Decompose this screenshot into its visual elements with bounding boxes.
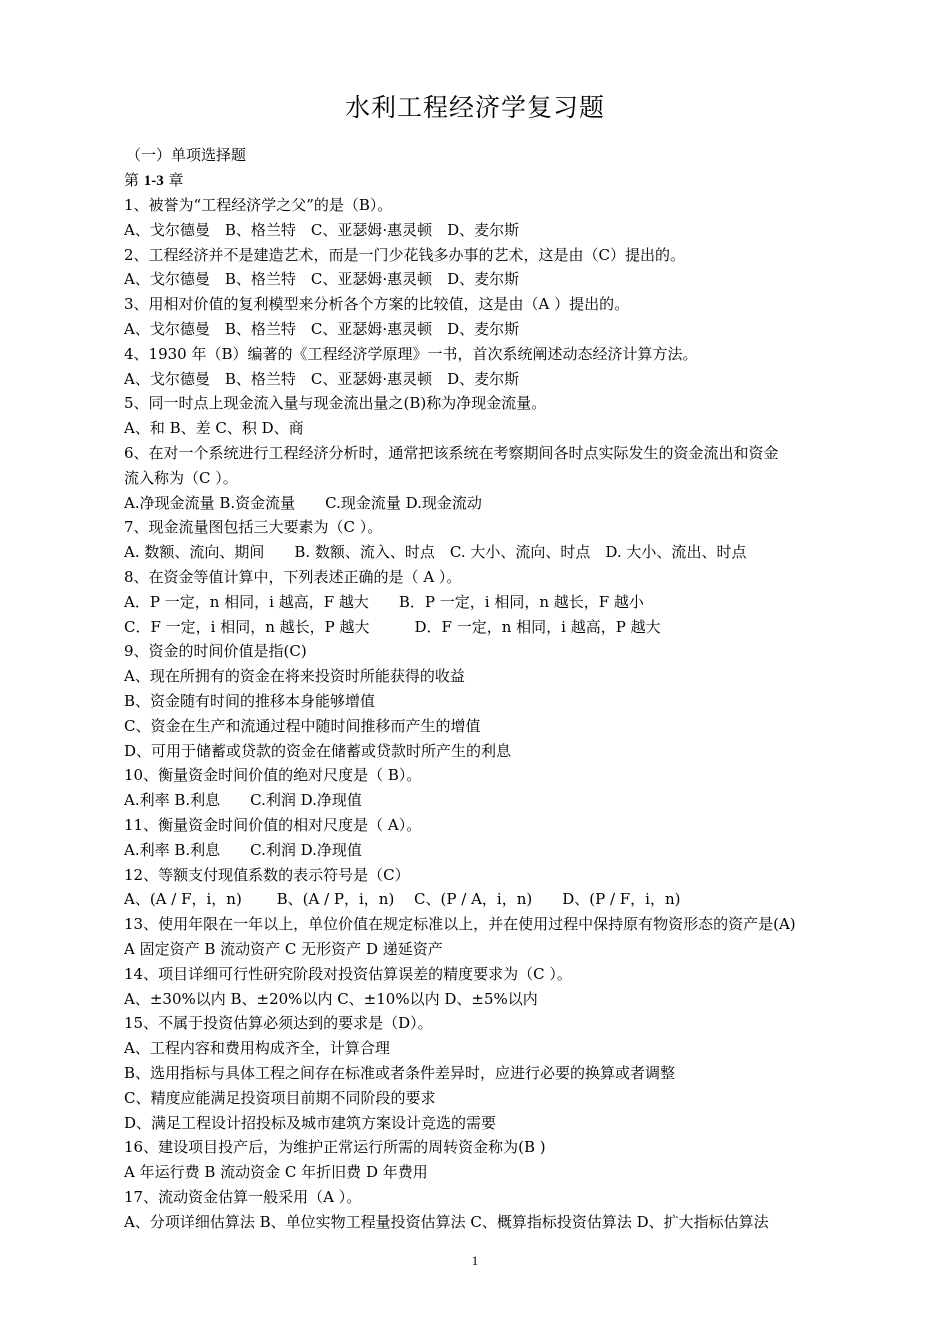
question-text: 16、建设项目投产后，为维护正常运行所需的周转资金称为(B ) <box>124 1138 546 1157</box>
question-text: 5、同一时点上现金流入量与现金流出量之(B)称为净现金流量。 <box>124 394 547 413</box>
line-text: D、可用于储蓄或贷款的资金在储蓄或贷款时所产生的利息 <box>124 741 512 760</box>
line-text: A、戈尔德曼 B、格兰特 C、亚瑟姆·惠灵顿 D、麦尔斯 <box>124 369 520 388</box>
line-text: C．F 一定，i 相同，n 越长，P 越大 D．F 一定，n 相同，i 越高，P 越大 <box>124 617 661 636</box>
question-text: 12、等额支付现值系数的表示符号是（C） <box>124 865 410 884</box>
question-text: 9、资金的时间价值是指(C) <box>124 642 307 661</box>
question-text: 11、衡量资金时间价值的相对尺度是（ A）。 <box>124 816 422 834</box>
question-text: 3、用相对价值的复利模型来分析各个方案的比较值，这是由（A ）提出的。 <box>124 295 630 314</box>
question-text: 10、衡量资金时间价值的绝对尺度是（ B）。 <box>124 766 422 785</box>
line-text: B、选用指标与具体工程之间存在标准或者条件差异时，应进行必要的换算或者调整 <box>124 1064 676 1082</box>
line-text: B、资金随有时间的推移本身能够增值 <box>124 692 376 710</box>
question-text: 7、现金流量图包括三大要素为（C ）。 <box>124 518 383 537</box>
question-text: 1、被誉为“工程经济学之父”的是（B）。 <box>124 196 393 214</box>
question-text: 2、工程经济并不是建造艺术，而是一门少花钱多办事的艺术，这是由（C）提出的。 <box>124 245 686 264</box>
line-text: 流入称为（C ）。 <box>124 468 238 487</box>
line-text: A、和 B、差 C、积 D、商 <box>124 419 304 438</box>
line-text: A. 数额、流向、期间 B. 数额、流入、时点 C. 大小、流向、时点 D. 大小、流出、时点 <box>124 543 747 562</box>
line-text: A．P 一定，n 相同，i 越高，F 越大 B．P 一定，i 相同，n 越长，F 越小 <box>124 592 644 611</box>
question-text: 6、在对一个系统进行工程经济分析时，通常把该系统在考察期间各时点实际发生的资金流出和资金 <box>124 444 779 462</box>
line-text: A.利率 B.利息 C.利润 D.净现值 <box>124 791 362 810</box>
document-title: 水利工程经济学复习题 <box>344 93 605 122</box>
line-text: A、戈尔德曼 B、格兰特 C、亚瑟姆·惠灵顿 D、麦尔斯 <box>124 270 520 289</box>
question-text: 15、不属于投资估算必须达到的要求是（D）。 <box>124 1014 433 1033</box>
line-text: A、(A / F，i，n) B、(A / P，i，n) C、(P / A，i，n) D、(P / F，i，n) <box>124 890 681 909</box>
line-text: C、资金在生产和流通过程中随时间推移而产生的增值 <box>124 716 481 735</box>
chapter-prefix: 第 <box>124 171 144 189</box>
line-text: A、现在所拥有的资金在将来投资时所能获得的收益 <box>124 667 465 686</box>
line-text: A、戈尔德曼 B、格兰特 C、亚瑟姆·惠灵顿 D、麦尔斯 <box>124 320 520 338</box>
question-text: 13、使用年限在一年以上，单位价值在规定标准以上，并在使用过程中保持原有物资形态的资产是(A) <box>124 915 796 934</box>
line-text: A、戈尔德曼 B、格兰特 C、亚瑟姆·惠灵顿 D、麦尔斯 <box>124 220 520 239</box>
line-text: C、精度应能满足投资项目前期不同阶段的要求 <box>124 1088 436 1107</box>
line-text: A、±30%以内 B、±20%以内 C、±10%以内 D、±5%以内 <box>124 989 538 1008</box>
question-text: 17、流动资金估算一般采用（A ）。 <box>124 1188 362 1206</box>
section-heading: （一）单项选择题 <box>126 146 247 164</box>
question-text: 14、项目详细可行性研究阶段对投资估算误差的精度要求为（C ）。 <box>124 964 572 983</box>
chapter-suffix: 章 <box>163 171 184 189</box>
line-text: A、分项详细估算法 B、单位实物工程量投资估算法 C、概算指标投资估算法 D、扩大指标估算法 <box>124 1212 769 1231</box>
question-text: 4、1930 年（B）编著的《工程经济学原理》一书，首次系统阐述动态经济计算方法。 <box>124 344 698 363</box>
line-text: A.利率 B.利息 C.利润 D.净现值 <box>124 840 362 859</box>
page-number: 1 <box>471 1253 479 1268</box>
line-text: A.净现金流量 B.资金流量 C.现金流量 D.现金流动 <box>124 493 482 512</box>
line-text: A 年运行费 B 流动资金 C 年折旧费 D 年费用 <box>124 1163 428 1182</box>
line-text: A、工程内容和费用构成齐全，计算合理 <box>124 1039 390 1058</box>
question-text: 8、在资金等值计算中，下列表述正确的是（ A ）。 <box>124 568 462 586</box>
chapter-number: 1-3 <box>143 173 164 189</box>
line-text: A 固定资产 B 流动资产 C 无形资产 D 递延资产 <box>124 940 443 958</box>
line-text: D、满足工程设计招投标及城市建筑方案设计竞选的需要 <box>124 1113 497 1132</box>
